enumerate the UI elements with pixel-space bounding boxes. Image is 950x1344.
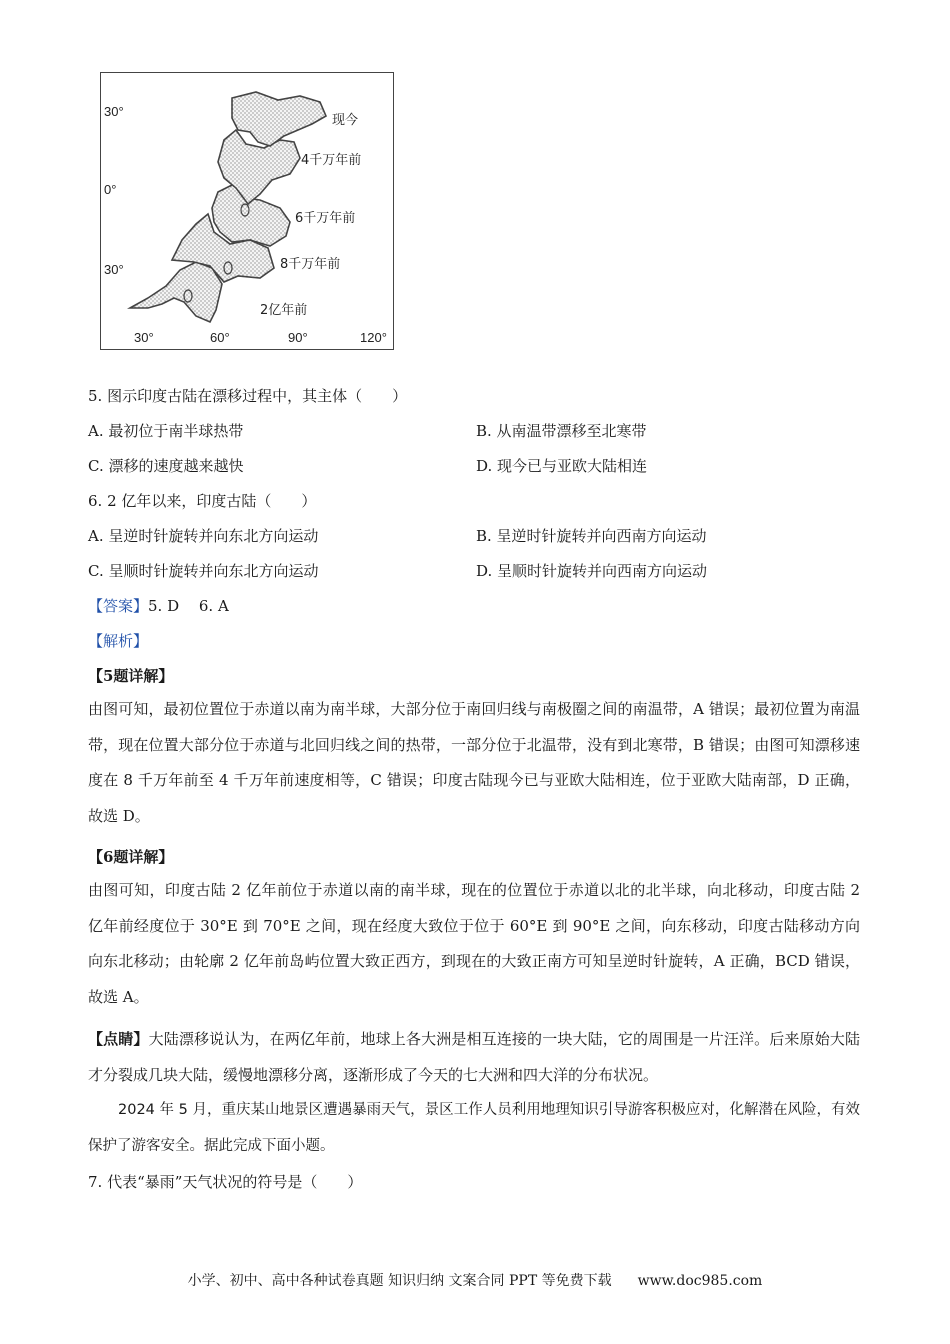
india-drift-map — [100, 72, 394, 350]
stage-label: 2亿年前 — [260, 303, 308, 318]
answer-text: 5. D 6. A — [148, 597, 229, 615]
analysis-tag: 【解析】 — [88, 632, 149, 650]
q5-option-d: D. 现今已与亚欧大陆相连 — [476, 457, 648, 475]
q6-option-a: A. 呈逆时针旋转并向东北方向运动 — [88, 527, 319, 545]
detail6-text: 由图可知，印度古陆 2 亿年前位于赤道以南的南半球，现在的位置位于赤道以北的北半球，向北移动，印度古陆 2 亿年前经度位于 30°E 到 70°E 之间，现在经度大致位于位于 60°E 到 90°E 之间，向东移动，印度古陆移动方向向东北移动；由轮廓 2 亿年前岛屿位置大致正西方，到现在的大致正南方可知呈逆时针旋转，A 正确，BCD 错误，故选 A。 — [88, 881, 860, 1006]
comment-tag: 【点睛】 — [88, 1030, 149, 1048]
lat-label: 0° — [104, 182, 117, 197]
passage-text: 2024 年 5 月，重庆某山地景区遭遇暴雨天气，景区工作人员利用地理知识引导游客积极应对，化解潜在风险，有效保护了游客安全。据此完成下面小题。 — [88, 1102, 860, 1154]
q6-option-d: D. 呈顺时针旋转并向西南方向运动 — [476, 562, 708, 580]
page-footer — [0, 1270, 950, 1290]
q6-stem: 6. 2 亿年以来，印度古陆（ ） — [88, 492, 317, 510]
stage-label: 现今 — [332, 113, 359, 128]
q5-option-a: A. 最初位于南半球热带 — [88, 422, 244, 440]
stage-label: 4千万年前 — [301, 153, 362, 168]
answer-tag: 【答案】 — [88, 597, 149, 615]
lon-label: 30° — [134, 330, 154, 345]
q6-option-b: B. 呈逆时针旋转并向西南方向运动 — [476, 527, 707, 545]
island-marker — [224, 262, 232, 274]
footer-text: 小学、初中、高中各种试卷真题 知识归纳 文案合同 PPT 等免费下载 — [187, 1273, 612, 1289]
island-marker — [241, 204, 249, 216]
answer-line — [88, 596, 229, 616]
detail6-tag: 【6题详解】 — [88, 848, 174, 866]
lat-label: 30° — [104, 104, 124, 119]
q6-option-c: C. 呈顺时针旋转并向东北方向运动 — [88, 562, 319, 580]
lon-label: 90° — [288, 330, 308, 345]
q7-stem: 7. 代表“暴雨”天气状况的符号是（ ） — [88, 1173, 363, 1191]
lon-label: 60° — [210, 330, 230, 345]
island-marker — [184, 290, 192, 302]
stage-label: 6千万年前 — [295, 211, 356, 226]
comment-paragraph — [88, 1022, 860, 1093]
footer-url[interactable]: www.doc985.com — [637, 1273, 763, 1289]
q5-option-c: C. 漂移的速度越来越快 — [88, 457, 244, 475]
lat-label: 30° — [104, 262, 124, 277]
lon-label: 120° — [360, 330, 387, 345]
q5-option-b: B. 从南温带漂移至北寒带 — [476, 422, 647, 440]
comment-text: 大陆漂移说认为，在两亿年前，地球上各大洲是相互连接的一块大陆，它的周围是一片汪洋。后来原始大陆才分裂成几块大陆，缓慢地漂移分离，逐渐形成了今天的七大洲和四大洋的分布状况。 — [88, 1030, 860, 1084]
detail5-tag: 【5题详解】 — [88, 667, 174, 685]
stage-label: 8千万年前 — [280, 257, 341, 272]
detail5-text: 由图可知，最初位置位于赤道以南为南半球，大部分位于南回归线与南极圈之间的南温带，A 错误；最初位置为南温带，现在位置大部分位于赤道与北回归线之间的热带，一部分位于北温带，没有到北寒带，B 错误；由图可知漂移速度在 8 千万年前至 4 千万年前速度相等，C 错误；印度古陆现今已与亚欧大陆相连，位于亚欧大陆南部，D 正确，故选 D。 — [88, 700, 860, 825]
q5-stem: 5. 图示印度古陆在漂移过程中，其主体（ ） — [88, 387, 408, 405]
